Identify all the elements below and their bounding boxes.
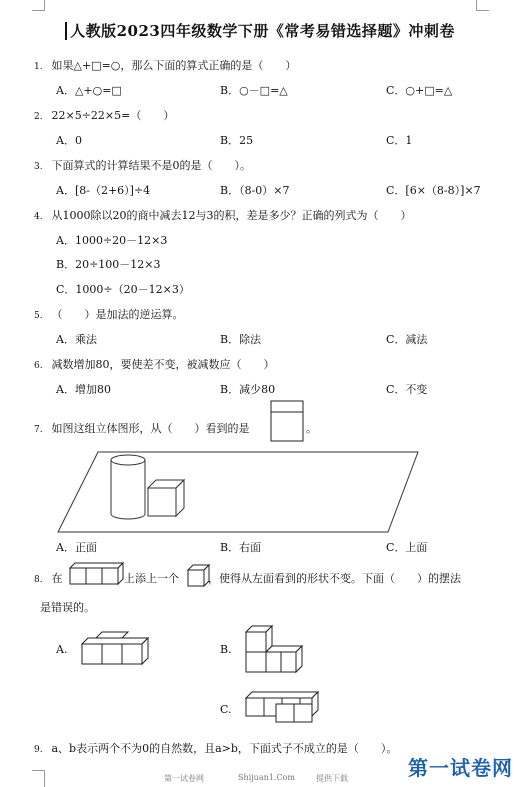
- question-number: 5.: [34, 311, 43, 321]
- q1-option-a: A．△+○=□: [56, 84, 122, 97]
- question-1: [34, 57, 296, 73]
- q7-option-c: C．上面: [386, 541, 428, 554]
- question-number: 8.: [34, 575, 43, 585]
- q2-option-c: C．1: [386, 134, 413, 147]
- question-9: [34, 740, 397, 756]
- q1-option-c: C．○+□=△: [386, 84, 453, 97]
- single-cube-figure: [188, 565, 210, 587]
- question-number: 7.: [34, 425, 43, 435]
- q8-option-b-figure: [246, 624, 306, 674]
- q3-option-c: C．[6×（8-8）]×7: [386, 184, 481, 197]
- q6-option-b: B．减少80: [220, 383, 276, 396]
- q4-option-c: C．1000÷（20－12×3）: [56, 283, 190, 296]
- question-7: [34, 420, 250, 436]
- q3-option-a: A．[8-（2+6）]÷4: [56, 184, 151, 197]
- q8-option-a: A.: [56, 643, 68, 656]
- question-text-part-c: ，使得从左面看到的形状不变。下面（ ）的摆法: [208, 572, 461, 585]
- q7-option-a: A．正面: [56, 541, 97, 554]
- question-text: 减数增加80，要使差不变，被减数应（ ）: [51, 358, 275, 371]
- question-4: [34, 207, 412, 223]
- corner-mark-top-left: [32, 0, 45, 11]
- corner-mark-top-right: [476, 0, 489, 11]
- question-text: 如图这组立体图形，从（ ）看到的是: [51, 422, 250, 435]
- q2-option-b: B．25: [220, 134, 254, 147]
- question-text: 从1000除以20的商中减去12与3的积，差是多少？正确的列式为（ ）: [51, 209, 412, 222]
- question-6: [34, 356, 275, 372]
- page-title: [0, 20, 520, 41]
- question-text: a、b表示两个不为0的自然数，且a>b，下面式子不成立的是（ ）。: [51, 742, 398, 755]
- q8-option-b: B.: [220, 643, 232, 656]
- site-logo[interactable]: 第一试卷网: [408, 756, 513, 780]
- corner-mark-bottom-left: [32, 770, 45, 787]
- q4-option-a: A．1000÷20－12×3: [56, 234, 168, 247]
- q5-option-c: C．减法: [386, 333, 428, 346]
- title-text: 人教版2023四年级数学下册《常考易错选择题》冲刺卷: [65, 22, 455, 40]
- question-number: 1.: [34, 62, 43, 72]
- q8-option-c-figure: [246, 690, 322, 724]
- q6-option-a: A．增加80: [56, 383, 111, 396]
- q6-option-c: C．不变: [386, 383, 428, 396]
- question-text-part-a: 在: [51, 572, 63, 585]
- question-text: 下面算式的计算结果不是0的是（ ）。: [51, 159, 251, 172]
- question-7-tail: 。: [306, 422, 317, 435]
- question-8: [34, 570, 63, 586]
- q4-option-b: B．20÷100－12×3: [56, 258, 161, 271]
- q2-option-a: A．0: [56, 134, 82, 147]
- question-5: [34, 306, 184, 322]
- q3-option-b: B．（8-0）×7: [220, 184, 290, 197]
- question-number: 9.: [34, 745, 43, 755]
- question-number: 4.: [34, 212, 43, 222]
- solid-figures-diagram: [50, 448, 450, 538]
- footer-download-text: 提供下载: [316, 774, 348, 783]
- footer-site-url: Shijuan1.Com: [238, 773, 295, 782]
- q7-option-b: B．右面: [220, 541, 262, 554]
- q5-option-b: B．除法: [220, 333, 262, 346]
- question-text: 22×5÷22×5=（ ）: [51, 109, 175, 122]
- q1-option-b: B．○－□=△: [220, 84, 288, 97]
- question-number: 3.: [34, 162, 43, 172]
- question-3: [34, 157, 251, 173]
- q8-option-c: C.: [220, 703, 232, 716]
- front-view-figure: [270, 400, 306, 444]
- question-2: [34, 107, 174, 123]
- q8-option-a-figure: [82, 632, 152, 668]
- question-text: （ ）是加法的逆运算。: [51, 308, 184, 321]
- footer-site-name: 第一试卷网: [164, 774, 204, 783]
- q5-option-a: A．乘法: [56, 333, 97, 346]
- question-text-part-b: 上添上一个: [124, 572, 179, 585]
- question-text-part-d: 是错误的。: [40, 601, 95, 614]
- three-cube-row-figure: [70, 562, 126, 586]
- question-number: 6.: [34, 361, 43, 371]
- question-text: 如果△+□=○，那么下面的算式正确的是（ ）: [51, 59, 297, 72]
- question-number: 2.: [34, 112, 43, 122]
